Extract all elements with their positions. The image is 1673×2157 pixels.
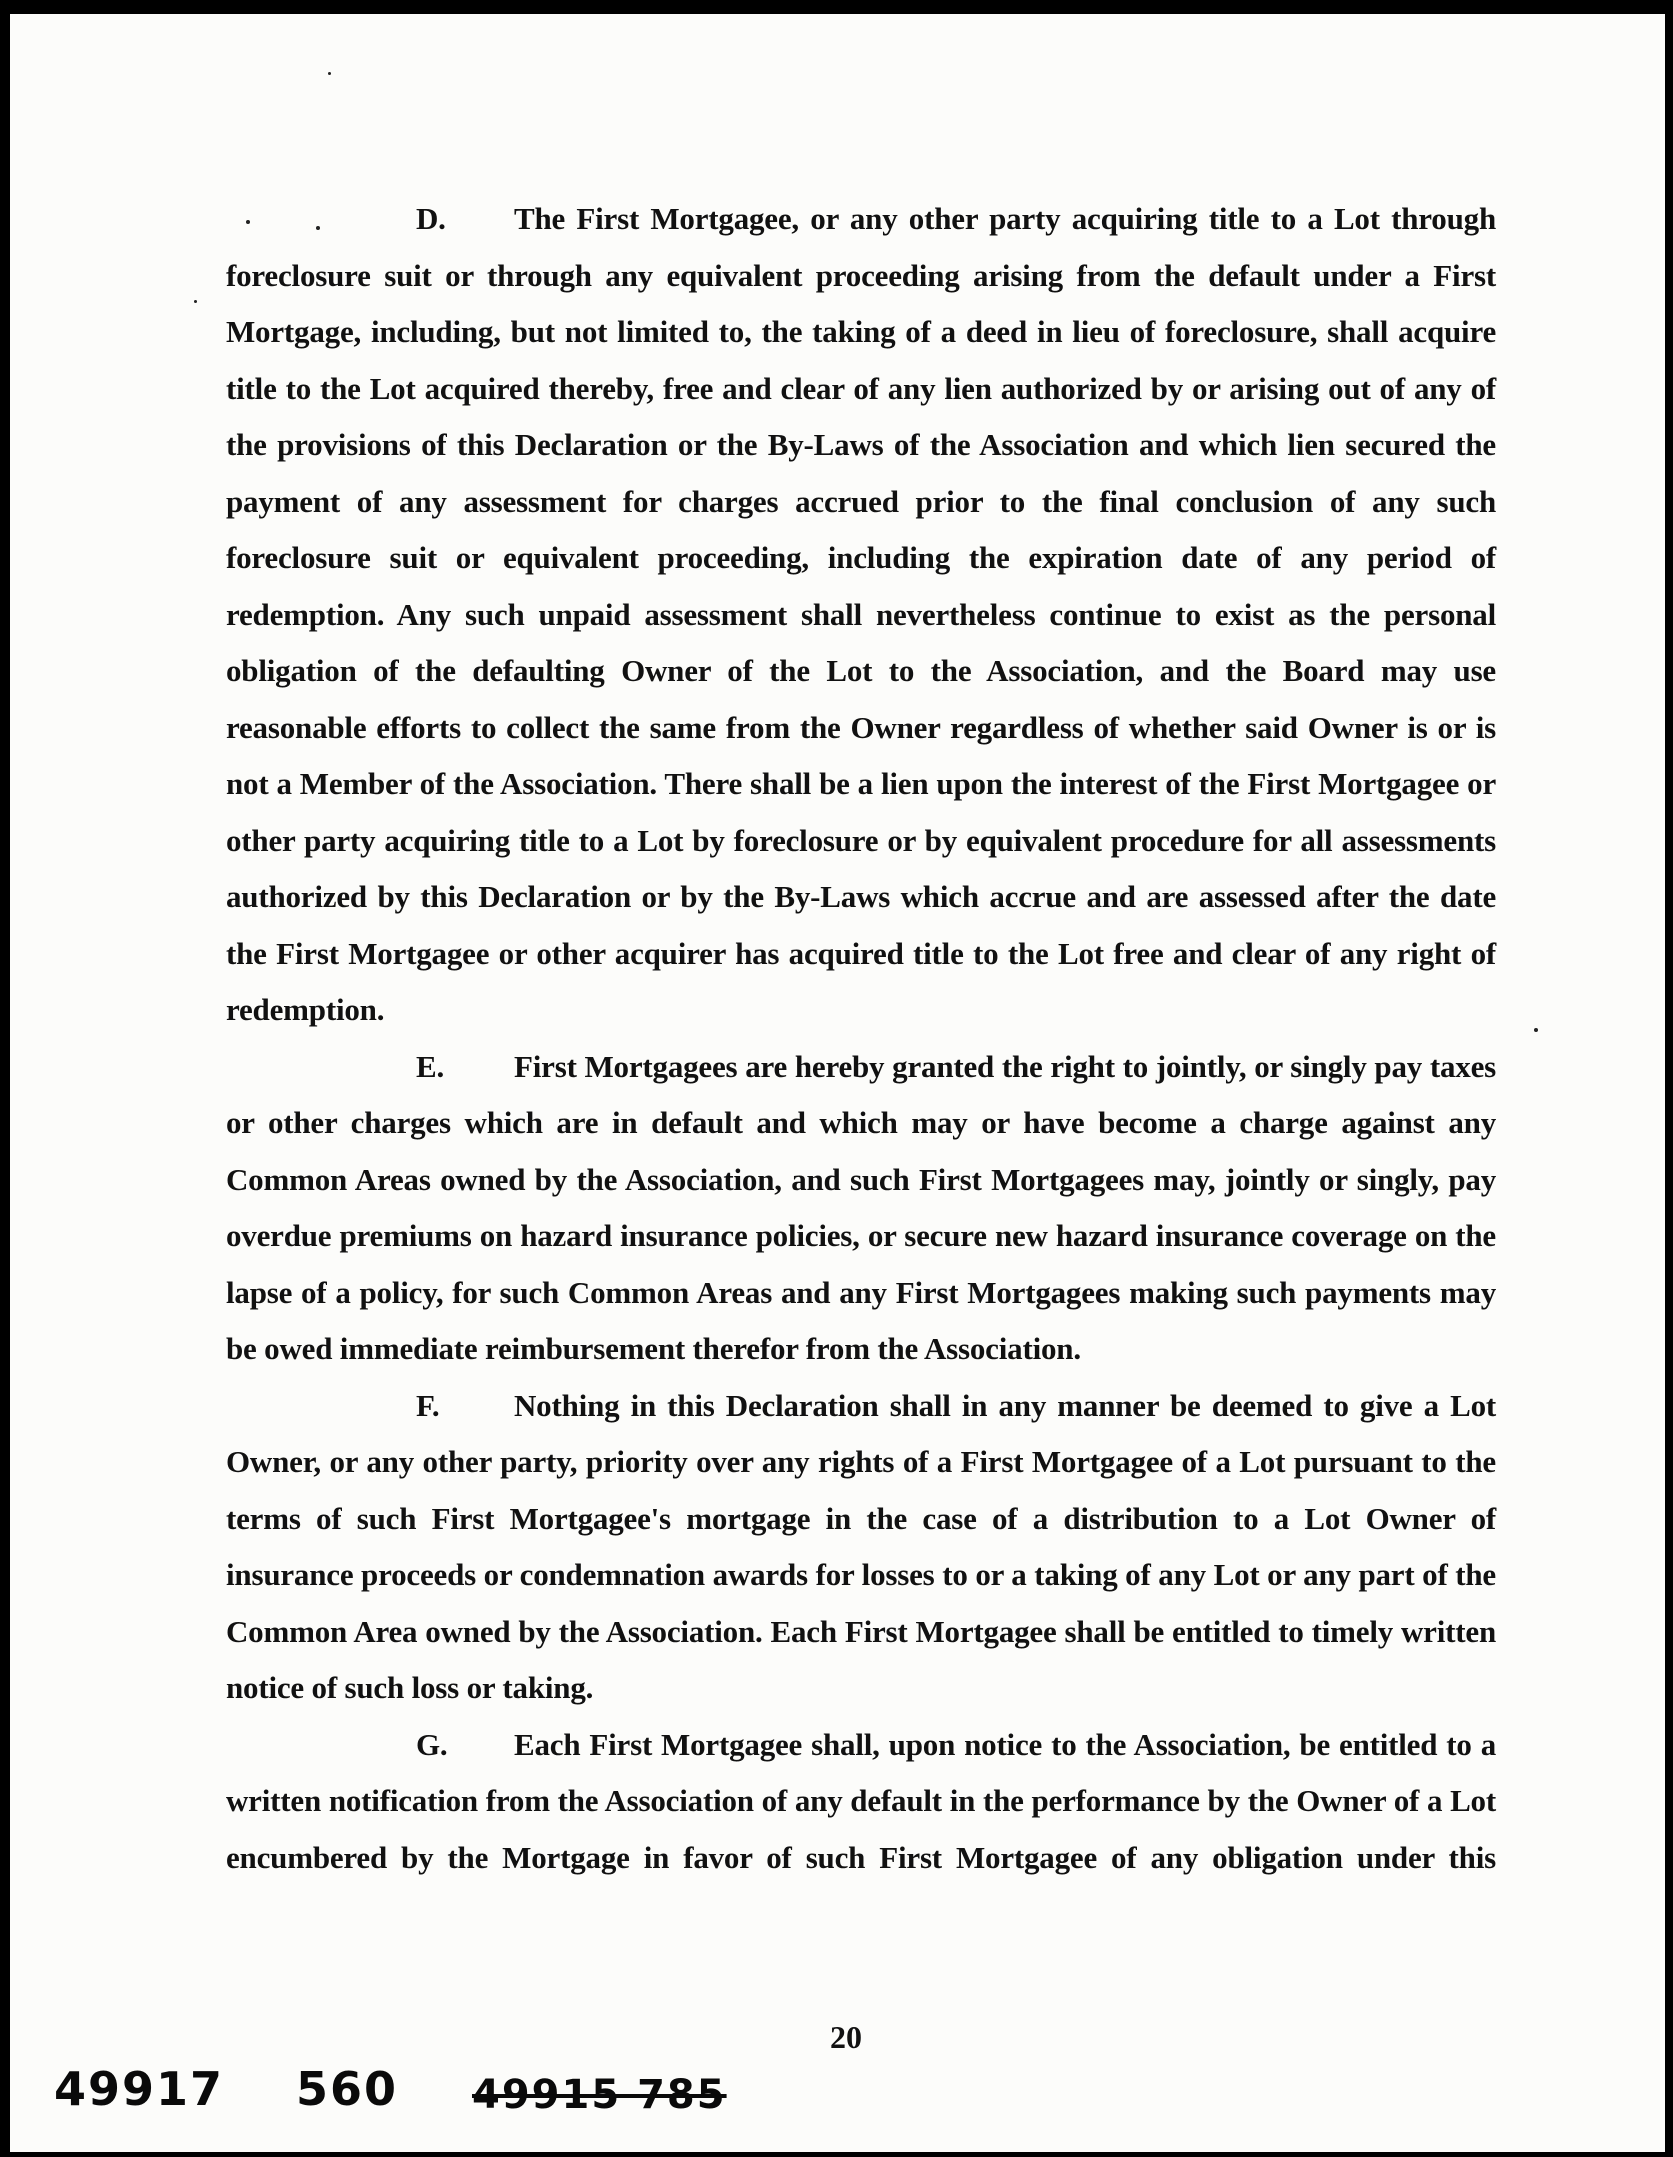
paragraph-label: D.	[416, 201, 446, 236]
recording-book-number: 49917	[54, 2062, 225, 2116]
paragraph-label: G.	[416, 1726, 448, 1762]
document-page	[10, 14, 1665, 2152]
paragraph-e	[226, 1039, 1496, 1378]
paragraph-text: First Mortgagees are hereby granted the right to jointly, or singly pay taxes or other charges which are in default and which may or have become a charge against any Common Areas owned by the Association, and such First Mortgagees may, jointly or singly, pay overdue premiums on hazard insurance policies, or secure new hazard insurance coverage on the lapse of a policy, for such Common Areas and any First Mortgagees making such payments may be owed immediate reimbursement therefor from the Association.	[226, 1048, 1496, 1366]
paragraph-d	[226, 191, 1496, 1039]
paragraph-text: Nothing in this Declaration shall in any manner be deemed to give a Lot Owner, or any other party, priority over any rights of a First Mortgagee of a Lot pursuant to the terms of such First Mortgagee's mortgage in the case of a distribution to a Lot Owner of insurance proceeds or condemnation awards for losses to or a taking of any Lot or any part of the Common Area owned by the Association. Each First Mortgagee shall be entitled to timely written notice of such loss or taking.	[226, 1387, 1496, 1705]
paragraph-f	[226, 1378, 1496, 1717]
paragraph-g	[226, 1717, 1496, 1887]
paragraph-text: Each First Mortgagee shall, upon notice to the Association, be entitled to a written notification from the Association of any default in the performance by the Owner of a Lot encumbered by the Mortgage in favor of such First Mortgagee of any obligation under this	[226, 1726, 1496, 1875]
paragraph-label: E.	[416, 1048, 445, 1084]
struck-reference-number: 49915 785	[472, 2072, 727, 2118]
scan-speck	[194, 300, 197, 303]
scan-speck	[328, 72, 331, 75]
paragraph-text: The First Mortgagee, or any other party acquiring title to a Lot through foreclosure suit or through any equivalent proceeding arising from the default under a First Mortgage, including, but not limited to, the taking of a deed in lieu of foreclosure, shall acquire title to the Lot acquired thereby, free and clear of any lien authorized by or arising out of any of the provisions of this Declaration or the By-Laws of the Association and which lien secured the payment of any assessment for charges accrued prior to the final conclusion of any such foreclosure suit or equivalent proceeding, including the expiration date of any period of redemption. Any such unpaid assessment shall nevertheless continue to exist as the personal obligation of the defaulting Owner of the Lot to the Association, and the Board may use reasonable efforts to collect the same from the Owner regardless of whether said Owner is or is not a Member of the Association. There shall be a lien upon the interest of the First Mortgagee or other party acquiring title to a Lot by foreclosure or by equivalent procedure for all assessments authorized by this Declaration or by the By-Laws which accrue and are assessed after the date the First Mortgagee or other acquirer has acquired title to the Lot free and clear of any right of redemption.	[226, 201, 1496, 1027]
scan-speck	[1534, 1028, 1538, 1032]
page-number: 20	[830, 2019, 862, 2055]
recording-page-number: 560	[296, 2062, 399, 2116]
paragraph-label: F.	[416, 1387, 440, 1423]
document-body	[226, 191, 1496, 1886]
